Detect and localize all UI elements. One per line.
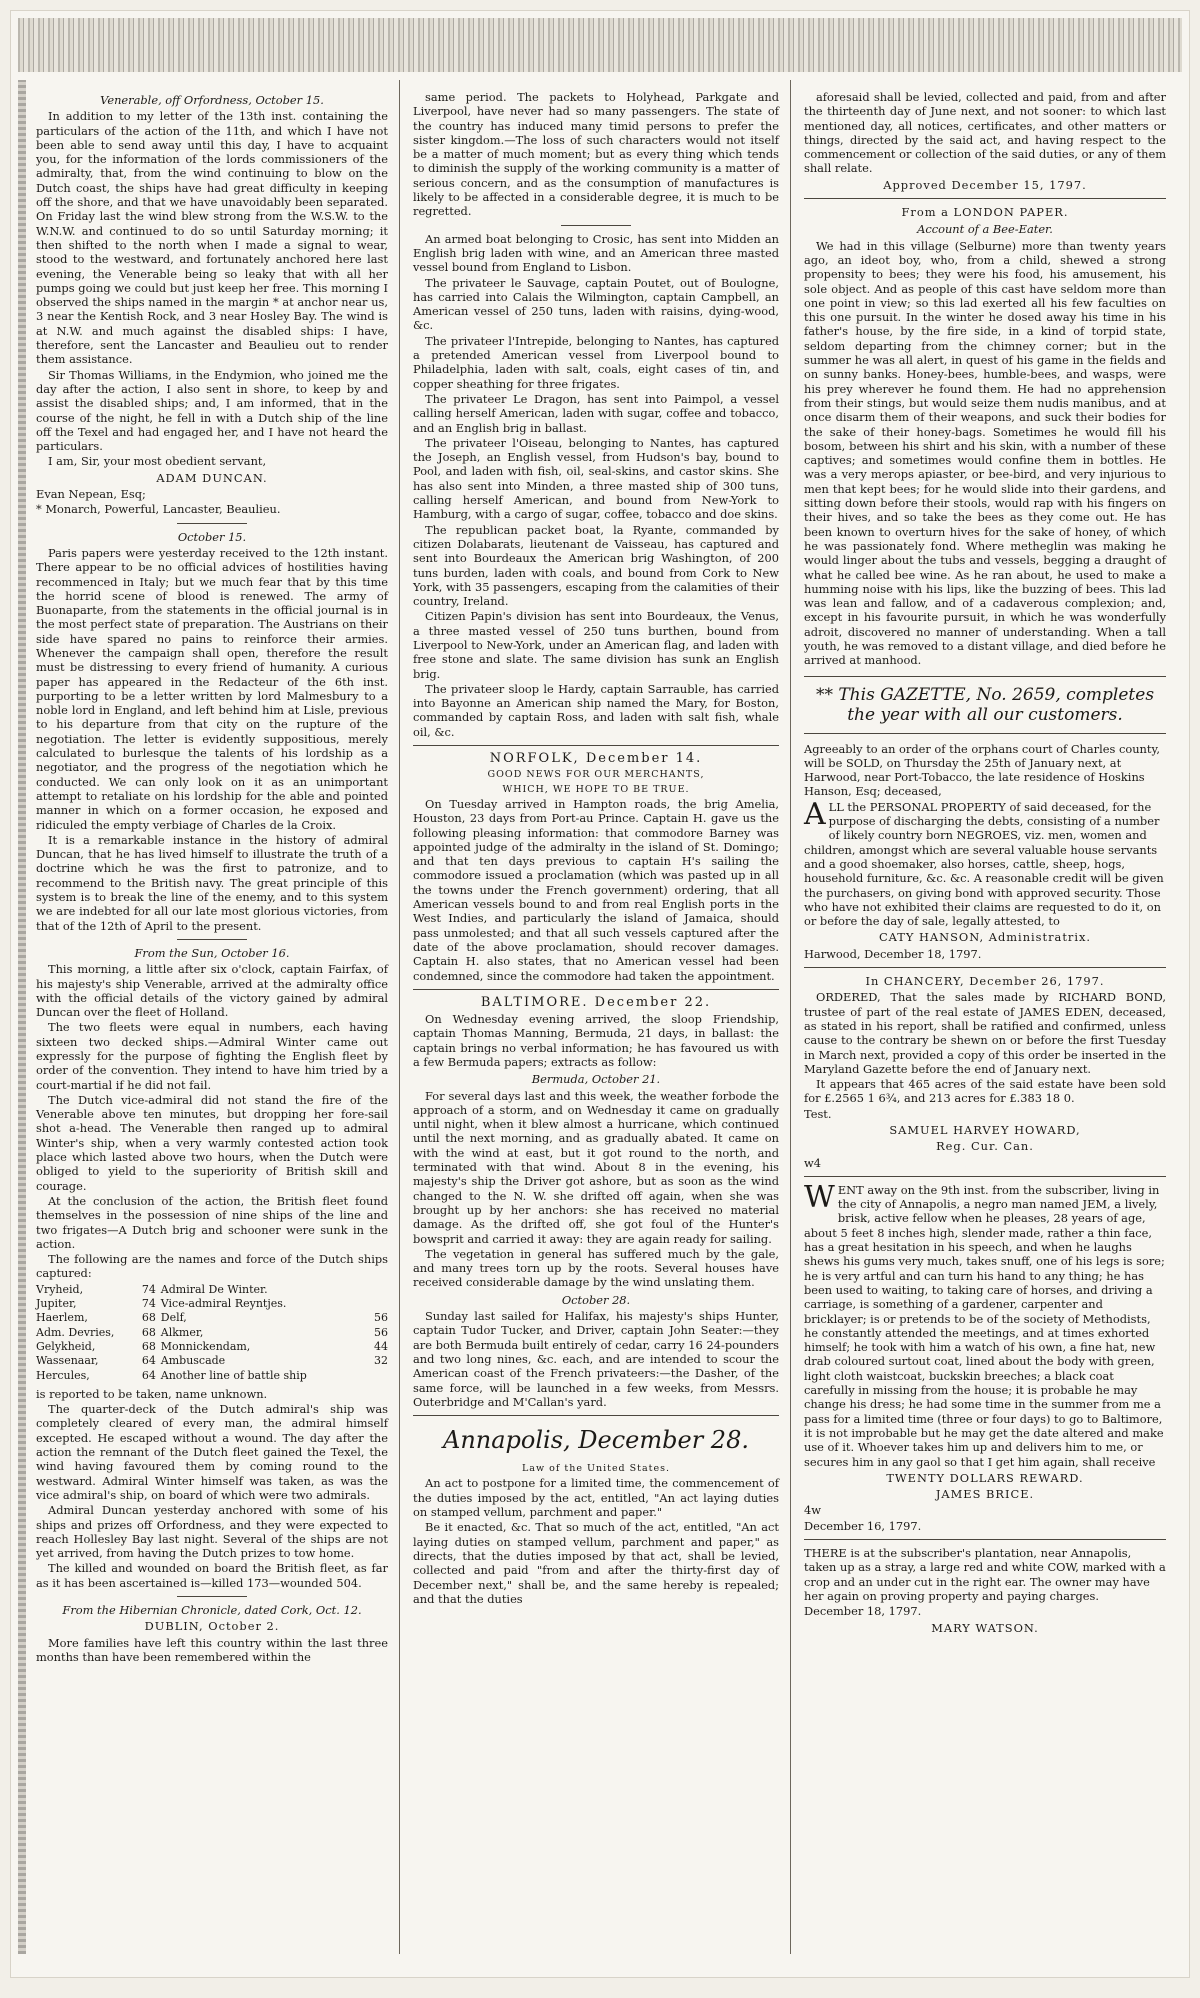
column-rule bbox=[790, 80, 791, 1954]
paragraph: This morning, a little after six o'clock, captain Fairfax, of his majesty's ship Venerable, arrived at the admiralty office with the official details of the victory gained by admiral Duncan over the fleet of Holland. bbox=[36, 962, 388, 1020]
table-row bbox=[36, 1311, 388, 1325]
dateline: October 15. bbox=[177, 529, 247, 544]
footnote: * Monarch, Powerful, Lancaster, Beaulieu. bbox=[36, 502, 281, 517]
dateline: From the Sun, October 16. bbox=[134, 945, 290, 960]
paragraph: is reported to be taken, name unknown. bbox=[36, 1386, 268, 1401]
paragraph: The privateer l'Intrepide, belonging to Nantes, has captured a pretended American vessel from Liverpool bound to Philadelphia, laden with salt, coals, eight cases of tin, and copper sheathing for three frigates. bbox=[413, 333, 779, 391]
ship-guns: 68 bbox=[141, 1339, 156, 1353]
paragraph: On Wednesday evening arrived, the sloop Friendship, captain Thomas Manning, Bermuda, 21 days, in ballast: the captain brings no verbal information; he has favoured us with a few Bermuda papers; extracts as follow: bbox=[413, 1012, 779, 1069]
divider bbox=[177, 523, 247, 524]
advertisement-body bbox=[804, 796, 1166, 929]
divider bbox=[177, 1596, 247, 1597]
paragraph: For several days last and this week, the weather forbode the approach of a storm, and on Wednesday it came on gradually until night, when it blew almost a hurricane, which continued until the next morning, and as gradually abated. It came on with the wind at east, but it got round to the north, and terminated with that wind. About 8 in the evening, his majesty's ship the Driver got ashore, but as soon as the wind changed to the N. W. she drifted off again, when she was brought up by her anchors: she has received no material damage. As the drifted off, she got foul of the Hunter's bowsprit and carried it away: they are again ready for sailing. bbox=[413, 1088, 779, 1246]
section-heading: NORFOLK, December 14. bbox=[489, 751, 703, 767]
column-rule bbox=[399, 80, 400, 1954]
divider bbox=[804, 198, 1166, 199]
advertisement-intro: Agreeably to an order of the orphans court of Charles county, will be SOLD, on Thursday the 25th of January next, at Harwood, near Port-Tobacco, the late residence of Hoskins Hanson, Esq; deceased, bbox=[804, 741, 1161, 799]
captured-ships-table bbox=[36, 1283, 388, 1383]
ship-name: Jupiter, bbox=[36, 1297, 77, 1311]
paragraph: Citizen Papin's division has sent into Bourdeaux, the Venus, a three masted vessel of 250 tuns burthen, bound from Liverpool to New-York, under an American flag, and laden with free stone and slate. The same division has sunk an English brig. bbox=[413, 609, 779, 681]
ship-guns: 64 bbox=[141, 1368, 156, 1382]
scan-left-edge bbox=[18, 80, 26, 1954]
ship-guns: 68 bbox=[141, 1325, 156, 1339]
divider bbox=[413, 745, 779, 746]
ship-name: Adm. Devries, bbox=[36, 1325, 115, 1339]
ship-name: Wassenaar, bbox=[36, 1354, 99, 1368]
section-heading: From a LONDON PAPER. bbox=[901, 205, 1069, 220]
signer: SAMUEL HARVEY HOWARD, bbox=[889, 1123, 1081, 1137]
divider bbox=[804, 1539, 1166, 1540]
advertisement-text: LL the PERSONAL PROPERTY of said deceased, for the purpose of discharging the debts, consisting of a number of likely country born NEGROES, viz. men, women and children, amongst which are several valuable house servants and a good shoemaker, also horses, cattle, sheep, hogs, household furniture, &c. &c. A reasonable credit will be given the purchasers, on giving bond with approved security. Those who have not exhibited their claims are requested to do it, on or before the day of sale, legally attested, to bbox=[804, 799, 1164, 929]
addressee: Evan Nepean, Esq; bbox=[36, 487, 146, 502]
ship-guns: 44 bbox=[374, 1339, 388, 1353]
ship-note: Admiral De Winter. bbox=[160, 1282, 268, 1296]
ship-guns: 56 bbox=[374, 1311, 388, 1325]
paragraph: An act to postpone for a limited time, the commencement of the duties imposed by the act, entitled, "An act laying duties on stamped vellum, parchment and paper." bbox=[413, 1476, 779, 1520]
signer: JAMES BRICE. bbox=[935, 1487, 1035, 1502]
paragraph: Admiral Duncan yesterday anchored with some of his ships and prizes off Orfordness, and they were expected to reach Hollesley Bay last night. Several of the ships are not yet arrived, from having the Dutch prizes to tow home. bbox=[36, 1503, 388, 1561]
subheading: WHICH, WE HOPE TO BE TRUE. bbox=[502, 783, 690, 795]
print-mark: 4w bbox=[804, 1503, 821, 1518]
dateline: October 28. bbox=[561, 1292, 631, 1307]
ship-guns: 68 bbox=[141, 1311, 156, 1325]
newspaper-page bbox=[10, 10, 1190, 1978]
ad-date: December 16, 1797. bbox=[804, 1518, 922, 1533]
divider bbox=[177, 939, 247, 940]
ship-guns: 74 bbox=[141, 1282, 156, 1296]
ship-name: Hercules, bbox=[36, 1368, 90, 1382]
paragraph: It appears that 465 acres of the said estate have been sold for £.2565 1 6¾, and 213 acres for £.383 18 0. bbox=[804, 1077, 1166, 1106]
drop-cap: A bbox=[804, 796, 826, 832]
paragraph: Sir Thomas Williams, in the Endymion, who joined me the day after the action, I also sent in shore, to keep by and assist the disabled ships; and, I am informed, that in the course of the night, he fell in with a Dutch ship of the line off the Texel and had engaged her, and I have not heard the particulars. bbox=[36, 367, 388, 454]
paragraph: The privateer sloop le Hardy, captain Sarrauble, has carried into Bayonne an American ship named the Mary, for Boston, commanded by captain Ross, and laden with salt fish, whale oil, &c. bbox=[413, 681, 779, 739]
ship-note: Alkmer, bbox=[160, 1325, 204, 1339]
subheading: GOOD NEWS FOR OUR MERCHANTS, bbox=[487, 769, 705, 781]
paragraph: The Dutch vice-admiral did not stand the fire of the Venerable above ten minutes, but dropping her fore-sail shot a-head. The Venerable then ranged up to admiral Winter's ship, when a very warmly contested action took place which lasted above two hours, when the Dutch were obliged to yield to the superiority of British skill and courage. bbox=[36, 1092, 388, 1193]
paragraph: aforesaid shall be levied, collected and paid, from and after the thirteenth day of June next, and not sooner: to which last mentioned day, all notices, certificates, and other matters or things, directed by the said act, and having respect to the commencement or collection of the said duties, or any of them shall relate. bbox=[804, 90, 1166, 176]
section-heading: Annapolis, December 28. bbox=[443, 1426, 749, 1455]
place-date: Harwood, December 18, 1797. bbox=[804, 946, 982, 961]
paragraph: The privateer Le Dragon, has sent into Paimpol, a vessel calling herself American, laden with sugar, coffee and tobacco, and an English brig in ballast. bbox=[413, 391, 779, 435]
paragraph: The privateer le Sauvage, captain Poutet, out of Boulogne, has carried into Calais the Wilmington, captain Campbell, an American vessel of 250 tuns, laden with raisins, dying-wood, &c. bbox=[413, 275, 779, 333]
gazette-notice: ** This GAZETTE, No. 2659, completes the year with all our customers. bbox=[804, 676, 1166, 734]
ad-date: December 18, 1797. bbox=[804, 1604, 922, 1619]
ship-guns: 56 bbox=[374, 1325, 388, 1339]
section-heading: In CHANCERY, December 26, 1797. bbox=[865, 974, 1105, 989]
paragraph: It is a remarkable instance in the history of admiral Duncan, that he has lived himself to illustrate the truth of a doctrine which he was the first to patronize, and to recommend to the British navy. The great principle of this system is to break the line of the enemy, and to this system we are indebted for all our late most glorious victories, from that of the 12th of April to the present. bbox=[36, 832, 388, 933]
paragraph: On Tuesday arrived in Hampton roads, the brig Amelia, Houston, 23 days from Port-au Prince. Captain H. gave us the following pleasing information: that commodore Barney was appointed judge of the admiralty in the island of St. Domingo; and that ten days previous to captain H's sailing the commodore issued a proclamation (which was pasted up in all the towns under the French government) ordering, that all American vessels bound to and from real English ports in the West Indies, and particularly the island of Jamaica, should pass unmolested; and that all such vessels captured after the date of the above proclamation, should recover damages. Captain H. also states, that no American vessel had been condemned, since the commodore had taken the appointment. bbox=[413, 796, 779, 983]
dateline: Venerable, off Orfordness, October 15. bbox=[100, 93, 324, 107]
divider bbox=[804, 1176, 1166, 1177]
dateline: From the Hibernian Chronicle, dated Cork, Oct. 12. bbox=[62, 1602, 362, 1617]
paragraph: The privateer l'Oiseau, belonging to Nantes, has captured the Joseph, an English vessel, from Hudson's bay, bound to Pool, and laden with fish, oil, seal-skins, and castor skins. She has also sent into Minden, a three masted ship of 300 tuns, calling herself American, and bound from New-York to Hamburg, with a cargo of sugar, coffee, tobacco and doe skins. bbox=[413, 435, 779, 522]
paragraph: We had in this village (Selburne) more than twenty years ago, an ideot boy, who, from a child, shewed a strong propensity to bees; they were his food, his amusement, his sole object. And as people of this cast have seldom more than one point in view; so this lad exerted all his few faculties on this one pursuit. In the winter he dosed away his time in his father's house, by the fire side, in a kind of torpid state, seldom departing from the chimney corner; but in the summer he was all alert, in quest of his game in the fields and on sunny banks. Honey-bees, humble-bees, and wasps, were his prey wherever he found them. He had no apprehension from their stings, but would seize them nudis manibus, and at once disarm them of their weapons, and suck their bodies for the sake of their honey-bags. Sometimes he would fill his bosom, between his shirt and his skin, with a number of these captives; and sometimes would confine them in bottles. He was a very merops apiaster, or bee-bird, and very injurious to men that kept bees; for he would slide into their gardens, and sitting down before their stools, would rap with his fingers on their hives, and so take the bees as they come out. He has been known to overturn hives for the sake of honey, of which he was passionately fond. Where metheglin was making he would linger about the tubs and vessels, begging a draught of what he called bee wine. As he ran about, he used to make a humming noise with his lips, like the buzzing of bees. This lad was lean and fallow, and of a cadaverous complexion; and, except in his favourite pursuit, in which he was wonderfully adroit, discovered no manner of understanding. When a tall youth, he was removed to a distant village, and died before he arrived at manhood. bbox=[804, 238, 1166, 668]
ship-guns: 32 bbox=[374, 1354, 388, 1368]
scan-top-edge bbox=[18, 18, 1182, 72]
ship-note: Vice-admiral Reyntjes. bbox=[160, 1297, 287, 1311]
paragraph: At the conclusion of the action, the British fleet found themselves in the possession of nine ships of the line and two frigates—A Dutch brig and schooner were sunk in the action. bbox=[36, 1193, 388, 1251]
divider bbox=[804, 967, 1166, 968]
table-row bbox=[36, 1297, 388, 1311]
table-row bbox=[36, 1369, 388, 1383]
paragraph: same period. The packets to Holyhead, Parkgate and Liverpool, have never had so many passengers. The state of the country has induced many timid persons to prefer the sister kingdom.—The loss of such characters would not itself be a matter of much moment; but as every thing which tends to diminish the supply of the working community is a matter of serious concern, and as the consumption of manufactures is likely to be affected in a considerable degree, it is much to be regretted. bbox=[413, 90, 779, 219]
ship-note: Ambuscade bbox=[160, 1354, 226, 1368]
advertisement-body: THERE is at the subscriber's plantation, near Annapolis, taken up as a stray, a large red and white COW, marked with a crop and an under cut in the right ear. The owner may have her again on proving property and paying charges. bbox=[804, 1546, 1166, 1603]
reward: TWENTY DOLLARS REWARD. bbox=[886, 1470, 1084, 1485]
table-row bbox=[36, 1283, 388, 1297]
paragraph: The following are the names and force of the Dutch ships captured: bbox=[36, 1252, 388, 1281]
column-3 bbox=[796, 90, 1174, 1954]
test-label: Test. bbox=[804, 1106, 832, 1121]
advertisement-text: ENT away on the 9th inst. from the subscriber, living in the city of Annapolis, a negro man named JEM, a lively, brisk, active fellow when he pleases, 28 years of age, about 5 feet 8 inches high, slender made, rather a thin face, has a great hesitation in his speech, and when he laughs shews his gums very much, takes snuff, one of his legs is sore; he is very artful and can turn his hand to any thing; he has been used to waiting, to taking care of horses, and driving a carriage, is something of a gardener, carpenter and bricklayer; is or pretends to be of the society of Methodists, he constantly attended the meetings, and at times exhorted himself; he took with him a watch of his own, a fine hat, new drab coloured surtout coat, lined about the body with green, light cloth waistcoat, buckskin breeches; a black coat carefully in missing from the house; it is probable he may change his dress; he had some time in the summer from me a pass for a limited time (three or four days) to go to Baltimore, it is not improbable but he may get the date altered and make use of it. Whoever takes him up and delivers him to me, or secures him in any gaol so that I get him again, shall receive bbox=[804, 1182, 1165, 1469]
signer-role: Reg. Cur. Can. bbox=[936, 1139, 1034, 1154]
divider bbox=[561, 225, 631, 226]
ship-note: Delf, bbox=[160, 1311, 187, 1325]
section-heading: BALTIMORE. December 22. bbox=[480, 994, 712, 1010]
table-row bbox=[36, 1340, 388, 1354]
signature: ADAM DUNCAN. bbox=[156, 470, 268, 485]
paragraph: Be it enacted, &c. That so much of the act, entitled, "An act laying duties on stamped vellum, parchment and paper," as directs, that the duties imposed by that act, shall be levied, collected and paid "from and after the thirty-first day of December next," shall be, and the same hereby is repealed; and that the duties bbox=[413, 1520, 779, 1606]
column-1 bbox=[28, 90, 396, 1954]
paragraph: The two fleets were equal in numbers, each having sixteen two decked ships.—Admiral Winter came out expressly for the purpose of fighting the English fleet by order of the convention. They intend to have him tried by a court-martial if he did not fail. bbox=[36, 1020, 388, 1092]
closing: I am, Sir, your most obedient servant, bbox=[48, 454, 267, 469]
ship-name: Haerlem, bbox=[36, 1311, 88, 1325]
ship-guns: 64 bbox=[141, 1354, 156, 1368]
print-mark: w4 bbox=[804, 1155, 821, 1170]
paragraph: Paris papers were yesterday received to the 12th instant. There appear to be no official advices of hostilities having recommenced in Italy; but we much fear that by this time the horrid scene of blood is renewed. The army of Buonaparte, from the statements in the official journal is in the most perfect state of preparation. The Austrians on their side have spared no pains to reinforce their armies. Whenever the campaign shall open, therefore the result must be distressing to every friend of humanity. A curious paper has appeared in the Redacteur of the 6th inst. purporting to be a letter written by lord Malmesbury to a noble lord in England, and left behind him at Lisle, previous to his departure from that city on the rupture of the negotiation. The letter is evidently suppositious, merely calculated to burlesque the talents of his lordship as a negotiator, and the progress of the negotiation which he conducted. We can only look on it as an unimportant attempt to retaliate on his lordship for the able and pointed manner in which on a former occasion, he exposed and ridiculed the empty verbiage of Charles de la Croix. bbox=[36, 545, 388, 832]
ship-guns: 74 bbox=[141, 1297, 156, 1311]
ship-name: Vryheid, bbox=[36, 1282, 84, 1296]
paragraph: More families have left this country within the last three months than have been remembered within the bbox=[36, 1635, 388, 1664]
paragraph: The quarter-deck of the Dutch admiral's ship was completely cleared of every man, the admiral himself excepted. He escaped without a wound. The day after the action the remnant of the Dutch fleet gained the Texel, the wind having favoured them by coming round to the westward. Admiral Winter himself was taken, as was the vice admiral's ship, on board of which were two admirals. bbox=[36, 1402, 388, 1502]
paragraph: The killed and wounded on board the British fleet, as far as it has been ascertained is—killed 173—wounded 504. bbox=[36, 1561, 388, 1590]
divider bbox=[413, 989, 779, 990]
divider bbox=[413, 1415, 779, 1416]
signer: CATY HANSON, Administratrix. bbox=[878, 930, 1092, 945]
paragraph: ORDERED, That the sales made by RICHARD BOND, trustee of part of the real estate of JAMES EDEN, deceased, as stated in his report, shall be ratified and confirmed, unless cause to the contrary be shewn on or before the first Tuesday in March next, provided a copy of this order be inserted in the Maryland Gazette before the end of January next. bbox=[804, 990, 1166, 1076]
drop-cap: W bbox=[804, 1179, 835, 1215]
ship-note: Another line of battle ship bbox=[160, 1368, 307, 1382]
ship-note: Monnickendam, bbox=[160, 1339, 251, 1353]
signer: MARY WATSON. bbox=[931, 1620, 1039, 1635]
column-2 bbox=[405, 90, 787, 1954]
paragraph: An armed boat belonging to Crosic, has sent into Midden an English brig laden with wine, and an American three masted vessel bound from England to Lisbon. bbox=[413, 231, 779, 275]
subheading: Account of a Bee-Eater. bbox=[917, 222, 1053, 237]
table-row bbox=[36, 1354, 388, 1368]
approval-date: Approved December 15, 1797. bbox=[883, 177, 1087, 192]
advertisement-body bbox=[804, 1179, 1166, 1469]
subheading: Law of the United States. bbox=[522, 1463, 670, 1475]
ship-name: Gelykheid, bbox=[36, 1339, 96, 1353]
paragraph: The vegetation in general has suffered much by the gale, and many trees torn up by the roots. Several houses have received considerable damage by the wind unslating them. bbox=[413, 1246, 779, 1290]
paragraph: In addition to my letter of the 13th inst. containing the particulars of the action of the 11th, and which I have not been able to send away until this day, I have to acquaint you, for the information of the lords commissioners of the admiralty, that, from the wind continuing to blow on the Dutch coast, the ships have had great difficulty in keeping off the shore, and that we have unavoidably been separated. On Friday last the wind blew strong from the W.S.W. to the W.N.W. and continued to do so until Saturday morning; it then shifted to the north when I made a signal to wear, stood to the westward, and fortunately anchored here last evening, the Venerable being so leaky that with all her pumps going we could but just keep her free. This morning I observed the ships named in the margin * at anchor near us, 3 near the Kentish Rock, and 3 near Hosley Bay. The wind is at N.W. and much against the disabled ships: I have, therefore, sent the Lancaster and Beaulieu out to render them assistance. bbox=[36, 109, 388, 367]
section-heading: DUBLIN, October 2. bbox=[144, 1619, 280, 1634]
paragraph: The republican packet boat, la Ryante, commanded by citizen Dolabarats, lieutenant de Vaisseau, has captured and sent into Bourdeaux the American brig Washington, of 200 tuns burden, laden with coals, and bound from Cork to New York, with 35 passengers, escaping from the calamities of their country, Ireland. bbox=[413, 522, 779, 609]
table-row bbox=[36, 1326, 388, 1340]
paragraph: Sunday last sailed for Halifax, his majesty's ships Hunter, captain Tudor Tucker, and Driver, captain John Seater:—they are both Bermuda built entirely of cedar, carry 16 24-pounders and two long nines, &c. each, and are intended to scour the American coast of the French privateers:—the Dasher, of the same force, will be launched in a few weeks, from Messrs. Outerbridge and M'Callan's yard. bbox=[413, 1309, 779, 1409]
dateline: Bermuda, October 21. bbox=[531, 1072, 661, 1087]
